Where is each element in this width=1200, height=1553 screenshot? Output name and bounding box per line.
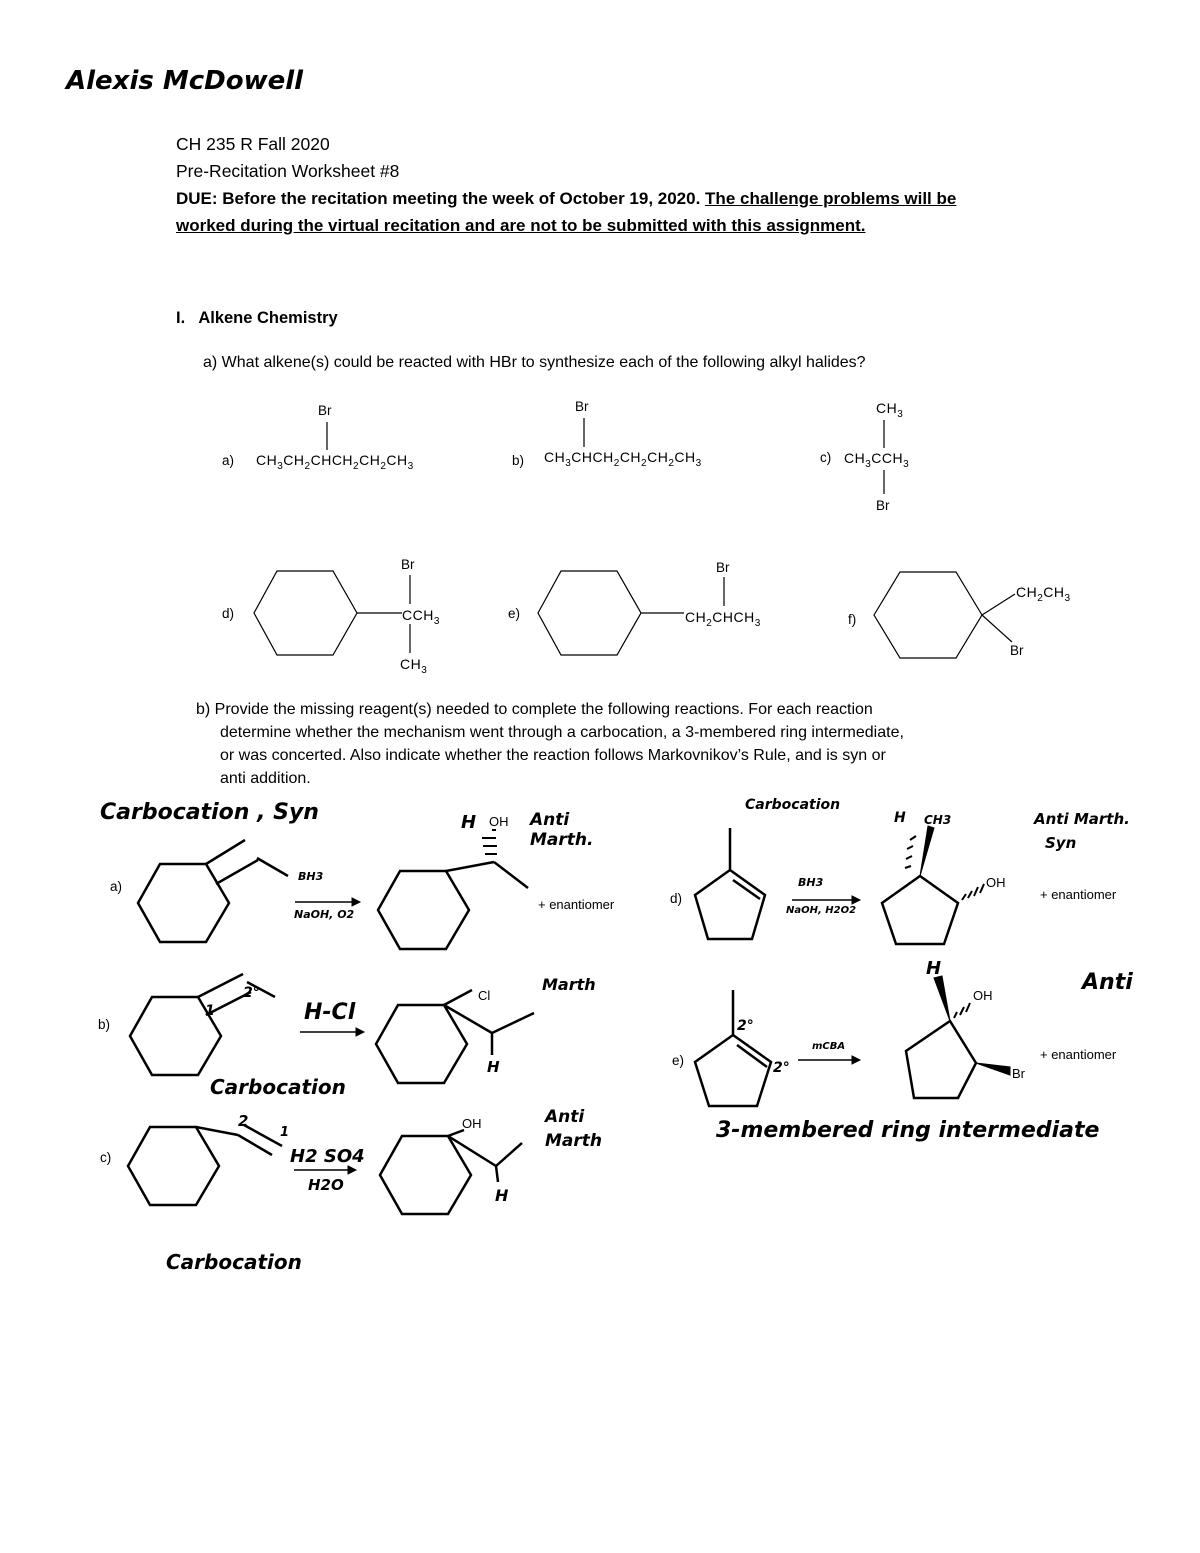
hw-b-reagent: H-Cl (304, 1000, 356, 1025)
hw-b-mechanism: Carbocation (210, 1075, 346, 1099)
hw-d-ch3: CH3 (924, 813, 952, 827)
section-number: I. (176, 309, 186, 327)
part-a-b-formula: $CH_3CHCH_2CH_2CH_2CH_3$ (544, 449, 702, 469)
part-b-question-line3: or was concerted. Also indicate whether the reaction follows Markovnikov’s Rule, and is syn or (220, 747, 886, 764)
section-title: Alkene Chemistry (198, 309, 338, 327)
hw-e-reagent: mCBA (812, 1041, 846, 1052)
hw-c-reagent1: H2 SO4 (290, 1146, 365, 1167)
hw-d-reagent2: NaOH, H2O2 (786, 905, 857, 916)
hw-b-1: 1 (205, 1003, 215, 1019)
rxn-d-label: d) (670, 891, 683, 906)
part-a-b-br: Br (575, 399, 589, 414)
hw-b-2: 2° (243, 985, 260, 1001)
hw-c-h: H (495, 1186, 509, 1205)
hw-b-note: Marth (542, 975, 596, 994)
part-a-c-br: Br (876, 498, 890, 513)
part-a-e-br: Br (716, 560, 730, 575)
rxn-a-oh: OH (489, 814, 509, 829)
hw-c-2: 2 (238, 1112, 249, 1130)
student-name: Alexis McDowell (66, 66, 304, 96)
part-a-label-d: d) (222, 606, 235, 621)
part-a-a-br: Br (318, 403, 332, 418)
worksheet-title: Pre-Recitation Worksheet #8 (176, 161, 400, 181)
hw-a-reagent1: BH3 (298, 870, 324, 883)
hw-a-note: Anti Marth. (530, 810, 594, 850)
part-a-a-formula: $CH_3CH_2CHCH_2CH_2CH_3$ (256, 452, 414, 472)
part-a-f-br: Br (1010, 643, 1024, 658)
rxn-e-label: e) (672, 1053, 685, 1068)
part-a-question: a) What alkene(s) could be reacted with HBr to synthesize each of the following alkyl halides? (203, 354, 866, 371)
part-a-label-b: b) (512, 453, 525, 468)
rxn-a-enantiomer: + enantiomer (538, 897, 615, 912)
part-a-label-a: a) (222, 453, 235, 468)
hw-e-h: H (926, 958, 942, 979)
part-b-question-line1: b) Provide the missing reagent(s) needed to complete the following reactions. For each reaction (196, 701, 873, 718)
part-a-d-br: Br (401, 557, 415, 572)
hw-c-reagent2: H2O (308, 1176, 344, 1194)
rxn-b-label: b) (98, 1017, 111, 1032)
rxn-c-oh: OH (462, 1116, 482, 1131)
hw-e-mechanism: 3-membered ring intermediate (716, 1118, 1100, 1143)
hw-c-mechanism: Carbocation (166, 1250, 302, 1274)
course-title: CH 235 R Fall 2020 (176, 134, 330, 154)
hw-a-h: H (461, 812, 477, 833)
due-text: DUE: Before the recitation meeting the week of October 19, 2020. (176, 189, 701, 208)
hw-a-reagent2: NaOH, O2 (294, 908, 355, 921)
part-a-e-formula: $CH_2CHCH_3$ (685, 609, 761, 629)
hw-e-2b: 2° (773, 1060, 790, 1076)
hw-d-reagent1: BH3 (798, 876, 824, 889)
hw-c-1: 1 (280, 1125, 290, 1140)
part-a-label-f: f) (848, 612, 857, 627)
part-a-d-ch3: $CH_3$ (400, 656, 428, 676)
rxn-e-enantiomer: + enantiomer (1040, 1047, 1117, 1062)
hw-c-note: Anti Marth (545, 1107, 603, 1151)
rxn-d-enantiomer: + enantiomer (1040, 887, 1117, 902)
hw-e-note: Anti (1082, 970, 1133, 995)
hw-d-h: H (894, 810, 906, 826)
part-a-c-formula: $CH_3CCH_3$ (844, 450, 910, 470)
part-a-label-e: e) (508, 606, 521, 621)
hw-d-note1: Anti Marth. (1034, 810, 1130, 828)
hw-e-2a: 2° (737, 1018, 754, 1034)
part-b-question-line2: determine whether the mechanism went through a carbocation, a 3-membered ring intermediate, (220, 724, 904, 741)
hw-d-note2: Syn (1045, 834, 1077, 852)
hw-b-h: H (487, 1058, 500, 1076)
part-a-c-ch3: $CH_3$ (876, 400, 904, 420)
part-a-f-ethyl: $CH_2CH_3$ (1016, 584, 1071, 604)
rxn-e-br: Br (1012, 1066, 1025, 1081)
part-a-label-c: c) (820, 450, 832, 465)
hw-a-mechanism: Carbocation , Syn (100, 800, 319, 825)
challenge-note: The challenge problems will be worked during the virtual recitation and are not to be submitted with this assignment. (176, 189, 957, 235)
rxn-a-label: a) (110, 879, 123, 894)
rxn-b-cl: Cl (478, 988, 491, 1003)
rxn-c-label: c) (100, 1150, 112, 1165)
rxn-e-oh: OH (973, 988, 993, 1003)
part-a-d-formula: $CCH_3$ (402, 607, 440, 627)
hw-d-mechanism: Carbocation (745, 797, 841, 813)
rxn-d-oh: OH (986, 875, 1006, 890)
part-b-question-line4: anti addition. (220, 770, 311, 787)
